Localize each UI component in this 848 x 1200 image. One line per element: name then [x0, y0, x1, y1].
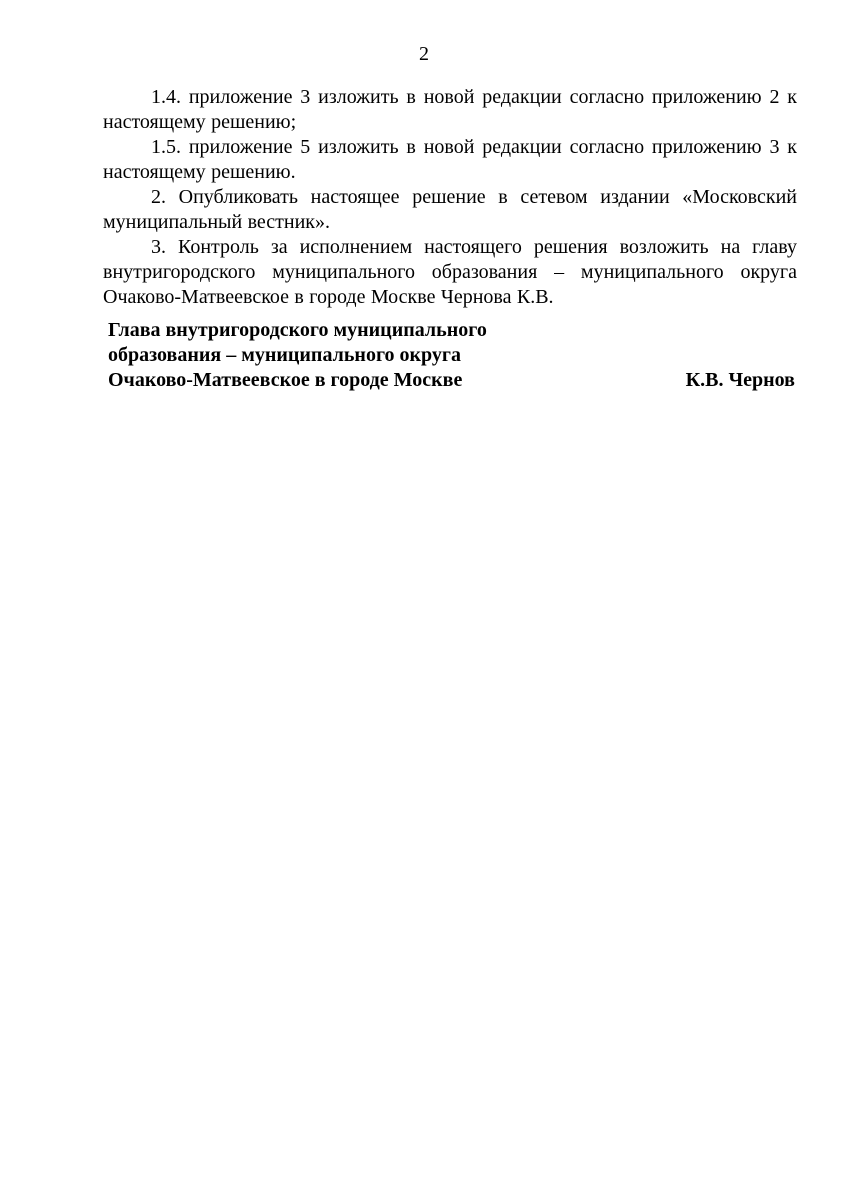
signature-block: [103, 318, 797, 393]
signature-title-line-3: Очаково-Матвеевское в городе Москве: [108, 369, 463, 391]
paragraph-2: 2. Опубликовать настоящее решение в сетевом издании «Московский муниципальный вестник».: [103, 186, 797, 233]
signature-title: [108, 318, 487, 393]
signature-title-line-1: Глава внутригородского муниципального: [108, 319, 487, 341]
signature-name: К.В. Чернов: [685, 369, 795, 391]
paragraph-1-4: 1.4. приложение 3 изложить в новой редакции согласно приложению 2 к настоящему решению;: [103, 86, 797, 133]
signature-title-line-2: образования – муниципального округа: [108, 344, 461, 366]
paragraph-3: 3. Контроль за исполнением настоящего решения возложить на главу внутригородского муниципального образования – муниципального округа Очаково-Матвеевское в городе Москве Чернова К.В.: [103, 236, 797, 308]
page-number: 2: [419, 43, 429, 65]
document-body: [103, 85, 797, 393]
paragraph-1-5: 1.5. приложение 5 изложить в новой редакции согласно приложению 3 к настоящему решению.: [103, 136, 797, 183]
